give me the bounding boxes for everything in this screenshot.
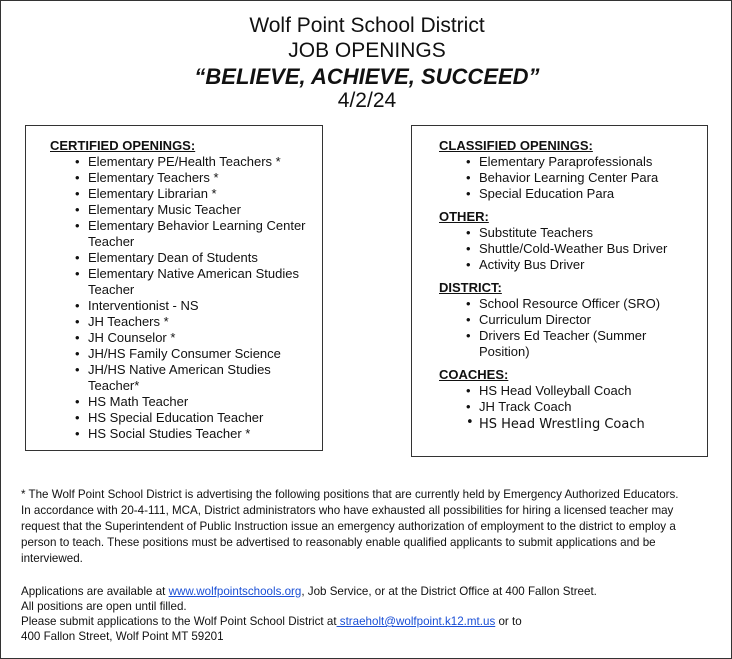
- list-item: • Shuttle/Cold-Weather Bus Driver: [466, 241, 668, 256]
- district-name: Wolf Point School District: [249, 14, 485, 37]
- certified-openings-list: [72, 154, 312, 442]
- certified-openings-box: [25, 125, 323, 451]
- list-item: • JH Teachers *: [75, 314, 169, 329]
- district-openings-list: [463, 296, 698, 360]
- coaches-openings-list: [463, 383, 698, 433]
- list-item: • JH/HS Native American Studies Teacher*: [75, 362, 271, 393]
- list-item: • Special Education Para: [466, 186, 615, 201]
- coaches-openings-heading: COACHES:: [439, 367, 509, 382]
- list-item: • Elementary Music Teacher: [75, 202, 241, 217]
- district-openings-heading: DISTRICT:: [439, 280, 502, 295]
- website-link[interactable]: www.wolfpointschools.org: [168, 585, 302, 598]
- list-item: • Substitute Teachers: [466, 225, 593, 240]
- email-link[interactable]: straeholt@wolfpoint.k12.mt.us: [336, 615, 496, 628]
- list-item: • Elementary Teachers *: [75, 170, 219, 185]
- list-item: • Elementary PE/Health Teachers *: [75, 154, 281, 169]
- emergency-authorization-notice: * The Wolf Point School District is advertising the following positions that are currently held by Emergency Authorized Educators. In accordance with 20-4-111, MCA, District administrators who have exhausted all possibilities for hiring a licensed teacher may request that the Superintendent of Public Instruction issue an emergency authorization of employment to the district to employ a person to teach. These positions must be advertised to reasonably enable qualified applicants to submit applications and be interviewed.: [21, 488, 679, 565]
- list-item: • Behavior Learning Center Para: [466, 170, 659, 185]
- list-item: • Interventionist - NS: [75, 298, 199, 313]
- application-instructions: [21, 584, 711, 644]
- classified-openings-heading: CLASSIFIED OPENINGS:: [439, 138, 593, 153]
- list-item: • HS Math Teacher: [75, 394, 189, 409]
- list-item: • HS Head Wrestling Coach: [466, 415, 645, 432]
- list-item: • Elementary Paraprofessionals: [466, 154, 653, 169]
- classified-openings-list: [463, 154, 698, 202]
- other-openings-heading: OTHER:: [439, 209, 489, 224]
- list-item: • JH Counselor *: [75, 330, 176, 345]
- open-until-filled: All positions are open until filled.: [21, 600, 187, 613]
- list-item: • HS Special Education Teacher: [75, 410, 264, 425]
- other-openings-list: [463, 225, 698, 273]
- list-item: • Activity Bus Driver: [466, 257, 585, 272]
- list-item: • Elementary Behavior Learning Center Teacher: [75, 218, 306, 249]
- applications-line: Applications are available at www.wolfpointschools.org, Job Service, or at the District Office at 400 Fallon Street.: [21, 585, 597, 598]
- list-item: • Elementary Native American Studies Teacher: [75, 266, 299, 297]
- mailing-address: 400 Fallon Street, Wolf Point MT 59201: [21, 630, 224, 643]
- list-item: • Curriculum Director: [466, 312, 591, 327]
- other-openings-box: [411, 125, 708, 457]
- page-title: JOB OPENINGS: [288, 39, 446, 62]
- list-item: • Elementary Librarian *: [75, 186, 217, 201]
- submit-line: Please submit applications to the Wolf Point School District at straeholt@wolfpoint.k12.mt.us or to: [21, 615, 522, 628]
- motto: “BELIEVE, ACHIEVE, SUCCEED”: [194, 64, 540, 89]
- list-item: • HS Social Studies Teacher *: [75, 426, 251, 441]
- posting-date: 4/2/24: [337, 89, 397, 112]
- list-item: • Elementary Dean of Students: [75, 250, 258, 265]
- list-item: • Drivers Ed Teacher (Summer Position): [466, 328, 647, 359]
- list-item: • JH Track Coach: [466, 399, 572, 414]
- list-item: • HS Head Volleyball Coach: [466, 383, 632, 398]
- certified-openings-heading: CERTIFIED OPENINGS:: [50, 138, 196, 153]
- list-item: • School Resource Officer (SRO): [466, 296, 661, 311]
- list-item: • JH/HS Family Consumer Science: [75, 346, 281, 361]
